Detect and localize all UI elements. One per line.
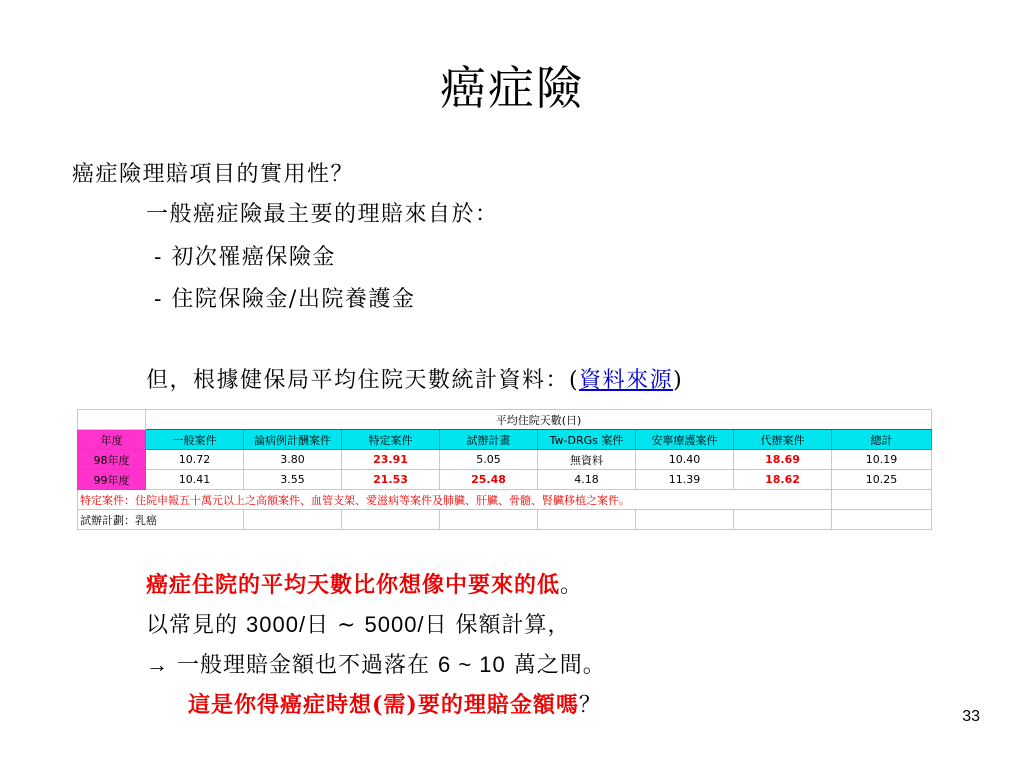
table-empty-cell	[734, 510, 832, 530]
text-segment: 一般理賠金額也不過落在	[169, 653, 438, 678]
table-corner-cell	[78, 410, 146, 430]
table-empty-cell	[832, 490, 932, 510]
hospital-stay-table	[77, 409, 932, 530]
closing-question: 這是你得癌症時想(需)要的理賠金額嗎	[188, 692, 579, 718]
table-note-specific-cases: 特定案件：住院申報五十萬元以上之高額案件、血管支架、愛滋病等案件及肺臟、肝臟、骨髓、腎臟移植之案件。	[78, 490, 832, 510]
table-header-row	[78, 430, 932, 450]
table-cell: 4.18	[538, 470, 636, 490]
column-header: 代辦案件	[734, 430, 832, 450]
conclusion-emphasis: 癌症住院的平均天數比你想像中要來的低	[146, 572, 561, 598]
row-year-label: 99年度	[78, 470, 146, 490]
table-cell: 5.05	[440, 450, 538, 470]
table-group-header-row	[78, 410, 932, 430]
column-header: 特定案件	[342, 430, 440, 450]
table-cell-highlight: 18.69	[734, 450, 832, 470]
table-cell: 10.41	[146, 470, 244, 490]
table-cell-highlight: 25.48	[440, 470, 538, 490]
intro-bullet-diagnosis: - 初次罹癌保險金	[154, 245, 336, 270]
source-suffix: )	[673, 368, 684, 393]
column-header: 論病例計酬案件	[244, 430, 342, 450]
table-cell: 10.19	[832, 450, 932, 470]
row-year-label: 98年度	[78, 450, 146, 470]
table-cell: 3.55	[244, 470, 342, 490]
column-header: 一般案件	[146, 430, 244, 450]
intro-question: 癌症險理賠項目的實用性？	[72, 162, 355, 187]
table-cell: 10.72	[146, 450, 244, 470]
table-cell: 10.25	[832, 470, 932, 490]
intro-bullet-hospital: - 住院保險金/出院養護金	[154, 287, 416, 312]
table-empty-cell	[636, 510, 734, 530]
table-cell-highlight: 23.91	[342, 450, 440, 470]
table-row	[78, 470, 932, 490]
column-header: 試辦計畫	[440, 430, 538, 450]
table-empty-cell	[342, 510, 440, 530]
table-cell: 3.80	[244, 450, 342, 470]
table-cell: 無資料	[538, 450, 636, 470]
conclusion-line-2	[146, 608, 571, 639]
table-cell: 11.39	[636, 470, 734, 490]
text-segment: 日 ~	[306, 613, 365, 638]
page-number: 33	[962, 708, 980, 725]
text-segment: 日 保額計算，	[424, 613, 571, 638]
source-prefix: 但，根據健保局平均住院天數統計資料：(	[146, 368, 580, 393]
table-note-row	[78, 510, 932, 530]
source-link[interactable]: 資料來源	[579, 368, 674, 393]
intro-statement: 一般癌症險最主要的理賠來自於：	[146, 202, 499, 227]
column-header: Tw-DRGs 案件	[538, 430, 636, 450]
amount-5000: 5000/	[364, 612, 425, 637]
table-row	[78, 450, 932, 470]
table-note-row	[78, 490, 932, 510]
text-segment: 以常見的	[146, 613, 246, 638]
table-cell-highlight: 21.53	[342, 470, 440, 490]
table-cell: 10.40	[636, 450, 734, 470]
intro-source-line	[146, 363, 683, 394]
question-mark: ？	[578, 693, 602, 718]
table-group-header: 平均住院天數(日)	[146, 410, 932, 430]
table-empty-cell	[244, 510, 342, 530]
conclusion-line-4	[188, 688, 602, 719]
text-segment: 萬之間。	[505, 653, 606, 678]
arrow-right-icon: →	[146, 652, 169, 677]
table-empty-cell	[832, 510, 932, 530]
conclusion-line-3	[146, 648, 606, 679]
amount-3000: 3000/	[246, 612, 307, 637]
table-empty-cell	[440, 510, 538, 530]
table-empty-cell	[538, 510, 636, 530]
column-header: 總計	[832, 430, 932, 450]
amount-range: 6 ~ 10	[438, 652, 506, 677]
table-cell-highlight: 18.62	[734, 470, 832, 490]
slide-title: 癌症險	[440, 61, 584, 115]
conclusion-line-1	[146, 568, 583, 599]
table-note-pilot-plan: 試辦計劃：乳癌	[78, 510, 244, 530]
column-header-year: 年度	[78, 430, 146, 450]
column-header: 安寧療護案件	[636, 430, 734, 450]
conclusion-period: 。	[560, 573, 584, 598]
